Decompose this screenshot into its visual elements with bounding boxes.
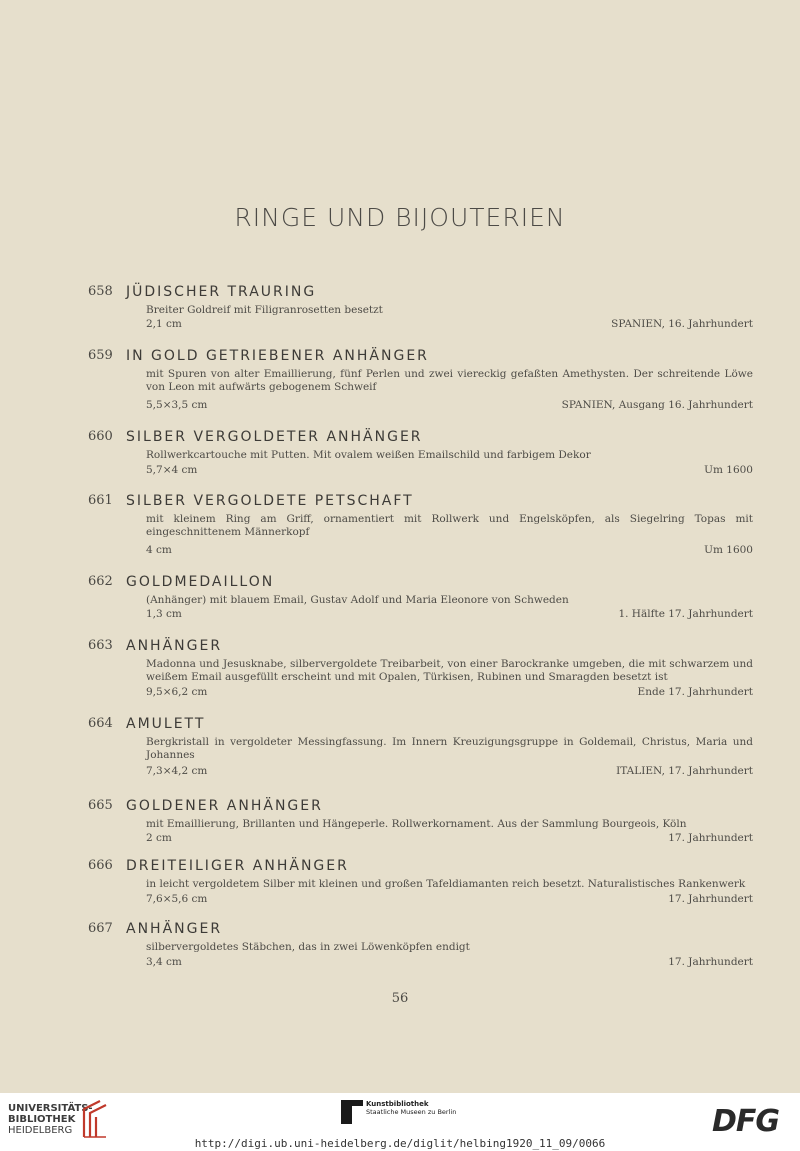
entry-size: 2,1 cm <box>146 318 182 330</box>
entry-meta <box>146 956 753 968</box>
entry-description: Madonna und Jesusknabe, silbervergoldete Treibarbeit, von einer Barockranke umgeben, die mit schwarzem und weißem Email ausgefüllt erscheint und mit Opalen, Türkisen, Rubinen und Smaragden besetzt ist <box>146 658 753 683</box>
entry-size: 1,3 cm <box>146 608 182 620</box>
entry-size: 3,4 cm <box>146 956 182 968</box>
kunstbibliothek-text <box>366 1100 456 1116</box>
entry-description: silbervergoldetes Stäbchen, das in zwei Löwenköpfen endigt <box>146 941 470 953</box>
entry-title: AMULETT <box>126 716 206 732</box>
entry-description: Breiter Goldreif mit Filigranrosetten besetzt <box>146 304 383 316</box>
entry-meta <box>146 893 753 905</box>
entry-size: 4 cm <box>146 544 172 556</box>
entry-description: in leicht vergoldetem Silber mit kleinen und großen Tafeldiamanten reich besetzt. Naturalistisches Rankenwerk <box>146 878 746 890</box>
entry-description: Rollwerkcartouche mit Putten. Mit ovalem weißen Emailschild und farbigem Dekor <box>146 449 591 461</box>
entry-origin: SPANIEN, 16. Jahrhundert <box>611 318 753 330</box>
entry-description: (Anhänger) mit blauem Email, Gustav Adolf und Maria Eleonore von Schweden <box>146 594 569 606</box>
entry-origin: Um 1600 <box>704 544 753 556</box>
entry-origin: Um 1600 <box>704 464 753 476</box>
entry-title: GOLDENER ANHÄNGER <box>126 798 323 814</box>
entry-number: 661 <box>88 493 113 508</box>
entry-meta <box>146 399 753 411</box>
kunstbibliothek-subtitle: Staatliche Museen zu Berlin <box>366 1108 457 1116</box>
entry-title: DREITEILIGER ANHÄNGER <box>126 858 349 874</box>
entry-number: 662 <box>88 574 113 589</box>
library-name-line: HEIDELBERG <box>8 1125 73 1136</box>
entry-title: GOLDMEDAILLON <box>126 574 275 590</box>
entry-meta <box>146 608 753 620</box>
entry-number: 667 <box>88 921 113 936</box>
entry-origin: 17. Jahrhundert <box>668 956 753 968</box>
section-title: RINGE UND BIJOUTERIEN <box>234 203 566 232</box>
entry-origin: 17. Jahrhundert <box>668 893 753 905</box>
entry-description: mit Emaillierung, Brillanten und Hängeperle. Rollwerkornament. Aus der Sammlung Bourgeois, Köln <box>146 818 687 830</box>
entry-origin: 17. Jahrhundert <box>668 832 753 844</box>
entry-meta <box>146 832 753 844</box>
library-name-line: BIBLIOTHEK <box>8 1114 76 1125</box>
entry-meta <box>146 464 753 476</box>
entry-origin: Ende 17. Jahrhundert <box>637 686 753 698</box>
entry-origin: 1. Hälfte 17. Jahrhundert <box>618 608 753 620</box>
entry-title: SILBER VERGOLDETER ANHÄNGER <box>126 429 423 445</box>
permalink-url[interactable]: http://digi.ub.uni-heidelberg.de/diglit/helbing1920_11_09/0066 <box>194 1137 606 1150</box>
page-number: 56 <box>391 991 409 1006</box>
entry-size: 7,6×5,6 cm <box>146 893 208 905</box>
entry-meta <box>146 765 753 777</box>
entry-meta <box>146 686 753 698</box>
entry-number: 666 <box>88 858 113 873</box>
entry-number: 664 <box>88 716 113 731</box>
entry-meta <box>146 544 753 556</box>
entry-title: JÜDISCHER TRAURING <box>126 284 317 300</box>
entry-size: 9,5×6,2 cm <box>146 686 208 698</box>
entry-number: 665 <box>88 798 113 813</box>
entry-number: 659 <box>88 348 113 363</box>
entry-size: 5,5×3,5 cm <box>146 399 208 411</box>
entry-meta <box>146 318 753 330</box>
library-emblem-icon <box>80 1099 110 1139</box>
entry-title: IN GOLD GETRIEBENER ANHÄNGER <box>126 348 429 364</box>
entry-description: mit kleinem Ring am Griff, ornamentiert mit Rollwerk und Engelsköpfen, als Siegelring Topas mit eingeschnittenem Männerkopf <box>146 513 753 538</box>
entry-title: SILBER VERGOLDETE PETSCHAFT <box>126 493 414 509</box>
kunstbibliothek-emblem-icon <box>341 1100 363 1124</box>
entry-title: ANHÄNGER <box>126 638 223 654</box>
entry-size: 5,7×4 cm <box>146 464 198 476</box>
entry-size: 2 cm <box>146 832 172 844</box>
entry-number: 660 <box>88 429 113 444</box>
dfg-logo[interactable]: DFG <box>712 1104 780 1139</box>
entry-description: mit Spuren von alter Emaillierung, fünf Perlen und zwei viereckig gefaßten Amethysten. Der schreitende Löwe von Leon mit aufwärts gebogenem Schweif <box>146 368 753 393</box>
entry-number: 658 <box>88 284 113 299</box>
kunstbibliothek-name: Kunstbibliothek <box>366 1100 429 1108</box>
library-name-line: UNIVERSITÄTS- <box>8 1103 93 1114</box>
viewer-footer <box>0 1093 800 1151</box>
entry-origin: SPANIEN, Ausgang 16. Jahrhundert <box>561 399 753 411</box>
kunstbibliothek-logo[interactable] <box>341 1100 456 1124</box>
entry-number: 663 <box>88 638 113 653</box>
entry-title: ANHÄNGER <box>126 921 223 937</box>
entry-origin: ITALIEN, 17. Jahrhundert <box>616 765 753 777</box>
entry-description: Bergkristall in vergoldeter Messingfassung. Im Innern Kreuzigungsgruppe in Goldemail, Christus, Maria und Johannes <box>146 736 753 761</box>
entry-size: 7,3×4,2 cm <box>146 765 208 777</box>
